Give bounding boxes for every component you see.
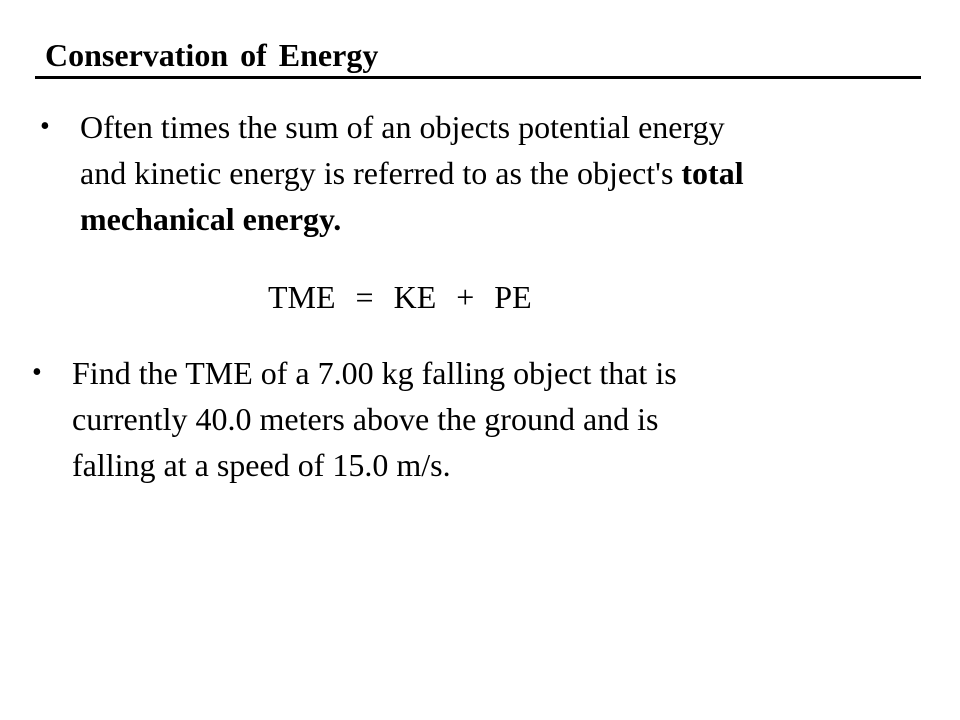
bullet-marker: • [40, 111, 50, 142]
bold-term-total: total [681, 155, 744, 191]
bullet-line: Often times the sum of an objects potential energy [80, 109, 725, 145]
slide-title: Conservation of Energy [45, 37, 379, 73]
bullet-line [80, 150, 920, 196]
bullet-marker: • [32, 357, 42, 388]
bullet-tme-problem [32, 350, 912, 488]
bullet-line: falling at a speed of 15.0 m/s. [72, 447, 451, 483]
bullet-text [80, 104, 920, 242]
tme-equation: TME = KE + PE [268, 279, 532, 315]
title-underline [35, 76, 921, 79]
bullet-total-mechanical-energy [40, 104, 920, 242]
bullet-line: currently 40.0 meters above the ground and is [72, 401, 659, 437]
bullet-text [72, 350, 912, 488]
bold-term-mechanical-energy: mechanical energy. [80, 201, 342, 237]
bullet-line: Find the TME of a 7.00 kg falling object that is [72, 355, 677, 391]
bullet-line-text: and kinetic energy is referred to as the object's [80, 155, 682, 191]
